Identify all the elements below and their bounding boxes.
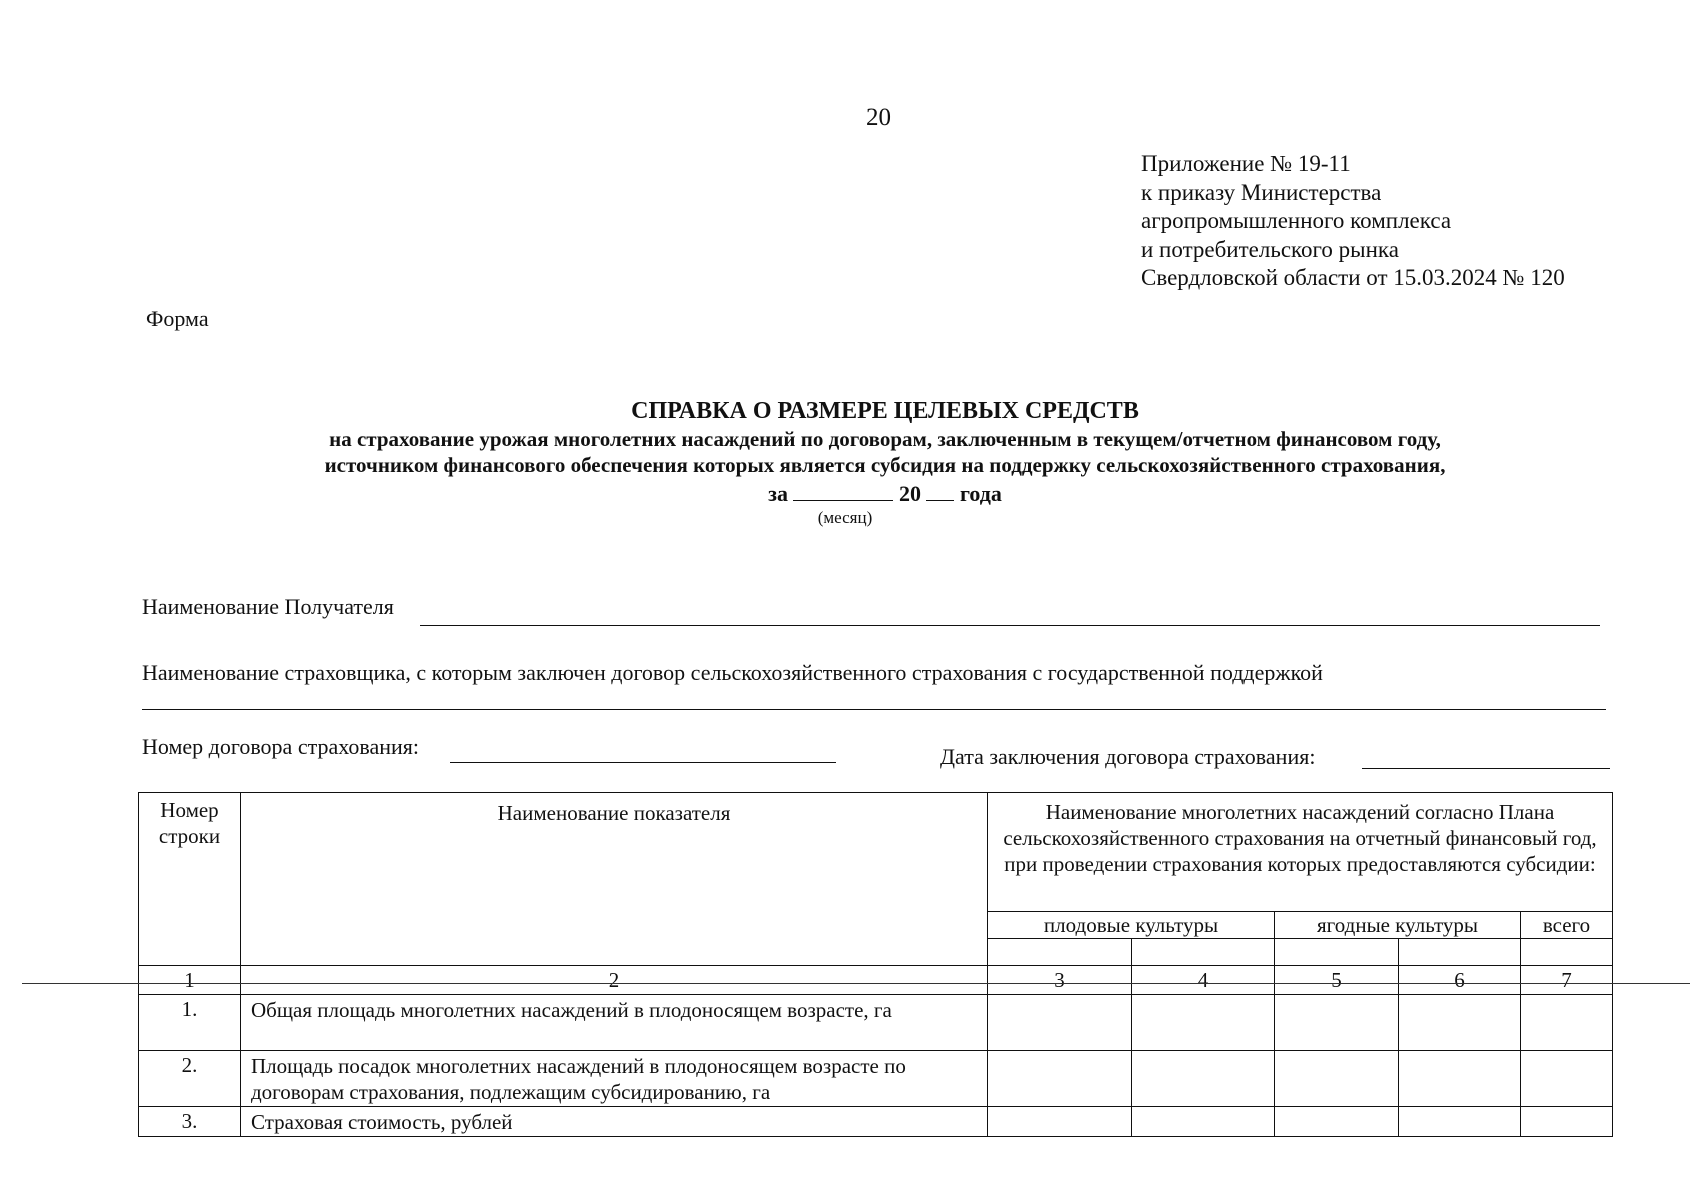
appendix-line: агропромышленного комплекса [1141,208,1452,233]
header-subcell [1275,939,1399,966]
value-cell[interactable] [1521,995,1613,1051]
insurer-input-line[interactable] [142,709,1606,710]
row-number: 2. [139,1051,241,1107]
column-number: 7 [1521,966,1613,995]
contract-date-label: Дата заключения договора страхования: [940,744,1316,769]
scan-divider-line [22,983,1690,984]
report-table [138,792,1613,1137]
header-subcell [988,939,1132,966]
title-subtitle-line: на страхование урожая многолетних насаждений по договорам, заключенным в текущем/отчетном финансовом году, [329,427,1441,451]
header-subcell [1132,939,1275,966]
value-cell[interactable] [1521,1051,1613,1107]
row-label: Площадь посадок многолетних насаждений в плодоносящем возрасте по договорам страхования, подлежащим субсидированию, га [241,1051,988,1107]
appendix-line: к приказу Министерства [1141,179,1382,205]
insurer-label: Наименование страховщика, с которым заключен договор сельскохозяйственного страхования с государственной поддержкой [142,660,1323,685]
header-berry-crops: ягодные культуры [1275,912,1521,939]
table-row [139,995,1613,1051]
column-number-row [139,966,1613,995]
document-title [160,396,1610,528]
recipient-label: Наименование Получателя [142,594,394,619]
value-cell[interactable] [1132,995,1275,1051]
column-number: 5 [1275,966,1399,995]
appendix-line: Приложение № 19-11 [1141,151,1351,176]
value-cell[interactable] [1399,995,1521,1051]
form-label: Форма [146,306,209,331]
value-cell[interactable] [1399,1107,1521,1137]
appendix-note [1141,150,1565,293]
row-label: Общая площадь многолетних насаждений в плодоносящем возрасте, га [241,995,988,1051]
appendix-line: Свердловской области от 15.03.2024 № 120 [1141,265,1565,290]
header-row-number: Номер строки [139,793,241,966]
value-cell[interactable] [1132,1107,1275,1137]
period-year: 20 [898,481,921,506]
title-main: СПРАВКА О РАЗМЕРЕ ЦЕЛЕВЫХ СРЕДСТВ [631,398,1139,424]
value-cell[interactable] [988,1107,1132,1137]
value-cell[interactable] [1275,995,1399,1051]
value-cell[interactable] [988,1051,1132,1107]
value-cell[interactable] [1275,1051,1399,1107]
table-row [139,1107,1613,1137]
row-number: 1. [139,995,241,1051]
row-label: Страховая стоимость, рублей [241,1107,988,1137]
header-subcell [1521,939,1613,966]
month-hint: (месяц) [817,508,873,527]
column-number: 3 [988,966,1132,995]
period-prefix: за [768,481,788,506]
header-fruit-crops: плодовые культуры [988,912,1275,939]
row-number: 3. [139,1107,241,1137]
header-subcell [1399,939,1521,966]
title-subtitle-line: источником финансового обеспечения которых является субсидия на поддержку сельскохозяйственного страхования, [324,453,1446,477]
month-blank[interactable] [793,482,893,501]
header-plantings: Наименование многолетних насаждений согласно Плана сельскохозяйственного страхования на отчетный финансовый год, при проведении страхования которых предоставляются субсидии: [988,793,1613,912]
reporting-period [160,480,1610,508]
contract-number-input-line[interactable] [450,762,836,763]
year-blank[interactable] [926,482,954,501]
value-cell[interactable] [1275,1107,1399,1137]
appendix-line: и потребительского рынка [1141,236,1399,262]
column-number: 4 [1132,966,1275,995]
contract-date-input-line[interactable] [1362,768,1610,769]
value-cell[interactable] [1521,1107,1613,1137]
page-number: 20 [866,104,891,131]
value-cell[interactable] [1399,1051,1521,1107]
period-suffix: года [959,481,1002,506]
column-number: 1 [139,966,241,995]
contract-number-label: Номер договора страхования: [142,734,420,759]
column-number: 2 [241,966,988,995]
header-total: всего [1521,912,1613,939]
table-row [139,1051,1613,1107]
value-cell[interactable] [988,995,1132,1051]
value-cell[interactable] [1132,1051,1275,1107]
recipient-input-line[interactable] [420,625,1600,626]
column-number: 6 [1399,966,1521,995]
header-indicator: Наименование показателя [241,793,988,966]
